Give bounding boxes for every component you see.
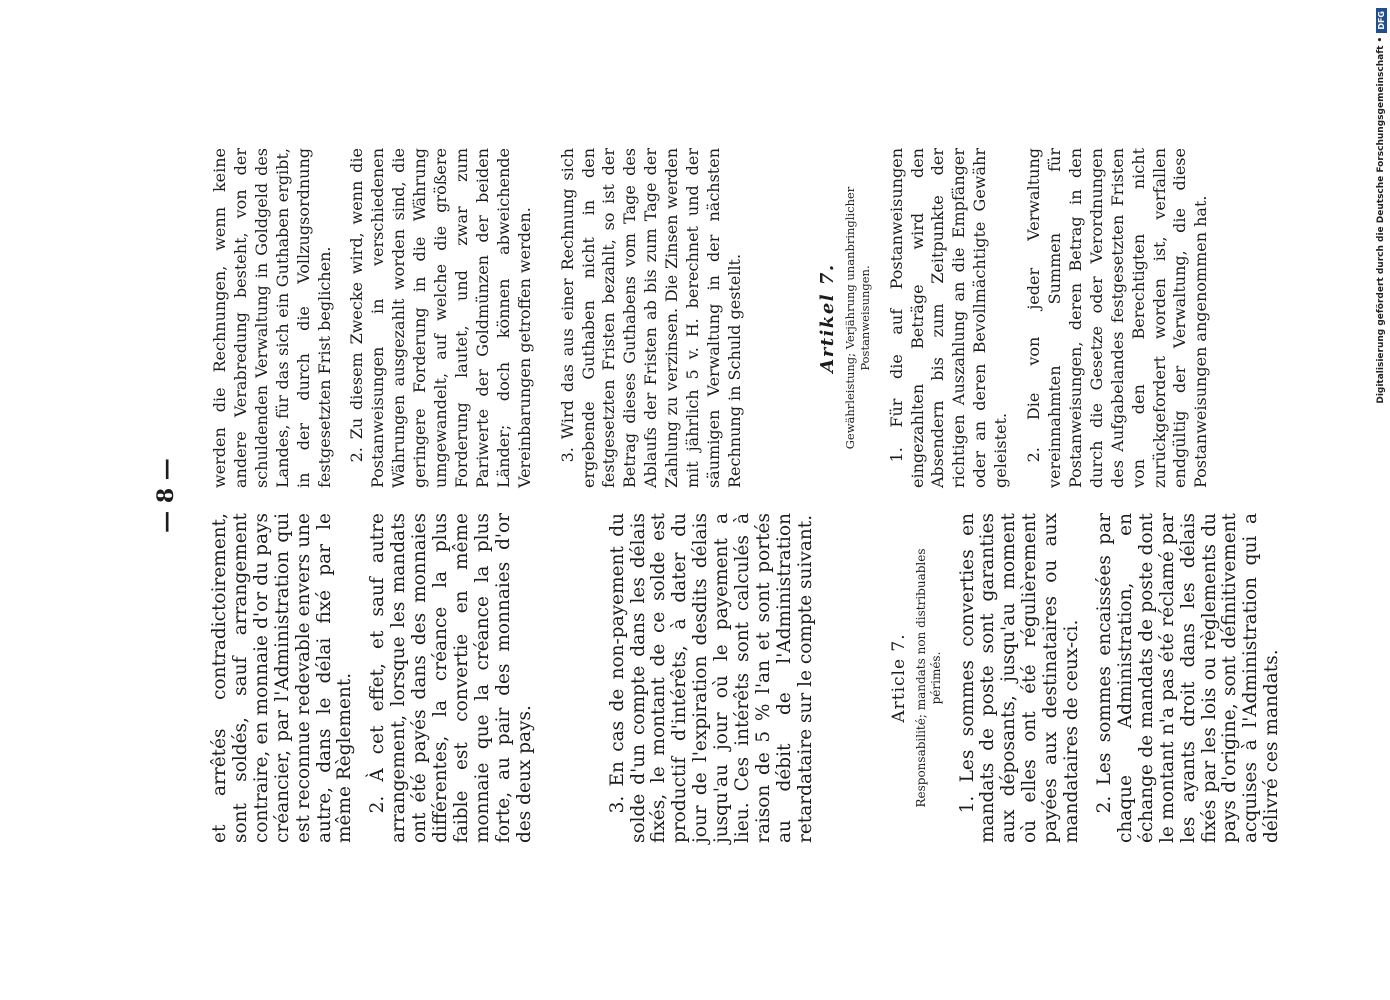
dfg-credit-text: Digitalisierung gefördert durch die Deutsche Forschungsgemeinschaft •	[1376, 36, 1386, 404]
german-article-paragraph-1: 1. Für die auf Postanweisungen eingezahlten Beträge wird den Absendern bis zum Zeitpunkte der richtigen Auszahlung an die Empfänger oder an deren Bevollmächtigte Gewähr geleistet.	[886, 148, 1011, 488]
dfg-logo: DFG	[1376, 8, 1387, 33]
french-article-paragraph-2: 2. Les sommes encaissées par chaque Administration, en échange de mandats de poste dont le montant n'a pas été réclamé par les ayants droit dans les délais fixés par les lois ou règlements du pays d'origine, sont définitivement acquises à l'Administration qui a délivré ces mandats.	[1094, 513, 1283, 843]
german-article-paragraph-2: 2. Die von jeder Verwaltung vereinnahmten Summen für Postanweisungen, deren Betrag in den durch die Gesetze oder Verordnungen des Aufgabelandes festgesetzten Fristen von den Berechtigten nicht zurückgefordert worden ist, verfallen endgültig der Verwaltung, die diese Postanweisungen angenommen hat.	[1024, 148, 1211, 488]
german-paragraph-2: 2. Zu diesem Zwecke wird, wenn die Postanweisungen in verschiedenen Währungen ausgezahlt worden sind, die geringere Forderung in die Währung umgewandelt, auf welche die größere Forderung lautet, und zwar zum Pariwerte der Goldmünzen der beiden Länder; doch können abweichende Vereinbarungen getroffen werden.	[347, 148, 534, 488]
german-paragraph-3: 3. Wird das aus einer Rechnung sich ergebende Guthaben nicht in den festgesetzten Fristen bezahlt, so ist der Betrag dieses Guthabens vom Tage des Ablaufs der Fristen ab bis zum Tage der Zahlung zu verzinsen. Die Zinsen werden mit jährlich 5 v. H. berechnet und der säumigen Verwaltung in der nächsten Rechnung in Schuld gestellt.	[557, 148, 744, 488]
german-paragraph-continued: werden die Rechnungen, wenn keine andere Verabredung besteht, von der schuldenden Verwaltung in Goldgeld des Landes, für das sich ein Guthaben ergibt, in der durch die Vollzugsordnung festgesetzten Frist beglichen.	[210, 148, 334, 488]
french-paragraph-3: 3. En cas de non-payement du solde d'un compte dans les délais fixés, le montant de ce solde est productif d'intérêts, à dater du jour de l'expiration desdits délais jusqu'au jour où le payement a lieu. Ces intérêts sont calculés à raison de 5 % l'an et sont portés au débit de l'Administration retardataire sur le compte suivant.	[606, 513, 816, 843]
french-paragraph-2: 2. À cet effet, et sauf autre arrangement, lorsque les mandats ont été payés dans des monnaies différentes, la créance la plus faible est convertie en même monnaie que la créance la plus forte, au pair des monnaies d'or des deux pays.	[367, 513, 535, 843]
document-page	[146, 148, 1283, 843]
french-column	[209, 513, 1283, 843]
german-article-heading	[818, 148, 873, 488]
french-paragraph-continued: et arrêtés contradictoirement, sont soldés, sauf arrangement contraire, en monnaie d'or du pays créancier, par l'Administration qui est reconnue redevable envers une autre, dans le délai fixé par le même Règlement.	[209, 513, 356, 843]
french-article-heading	[889, 513, 944, 843]
french-article-title: Article 7.	[888, 633, 909, 723]
page-number: — 8 —	[153, 458, 179, 533]
german-column	[210, 148, 1238, 488]
french-article-subtitle: Responsabilité; mandats non distribuables périmés.	[913, 548, 943, 808]
german-article-title: Artikel 7.	[816, 263, 838, 373]
french-article-paragraph-1: 1. Les sommes converties en mandats de poste sont garanties aux déposants, jusqu'au moment où elles ont été régulièrement payées aux destinataires ou aux mandataires de ceux-ci.	[956, 513, 1083, 843]
rotated-text-block	[146, 148, 1283, 843]
german-article-subtitle: Gewährleistung; Verjährung unanbringlicher Postanweisungen.	[842, 186, 872, 450]
dfg-credit	[1372, 8, 1390, 404]
